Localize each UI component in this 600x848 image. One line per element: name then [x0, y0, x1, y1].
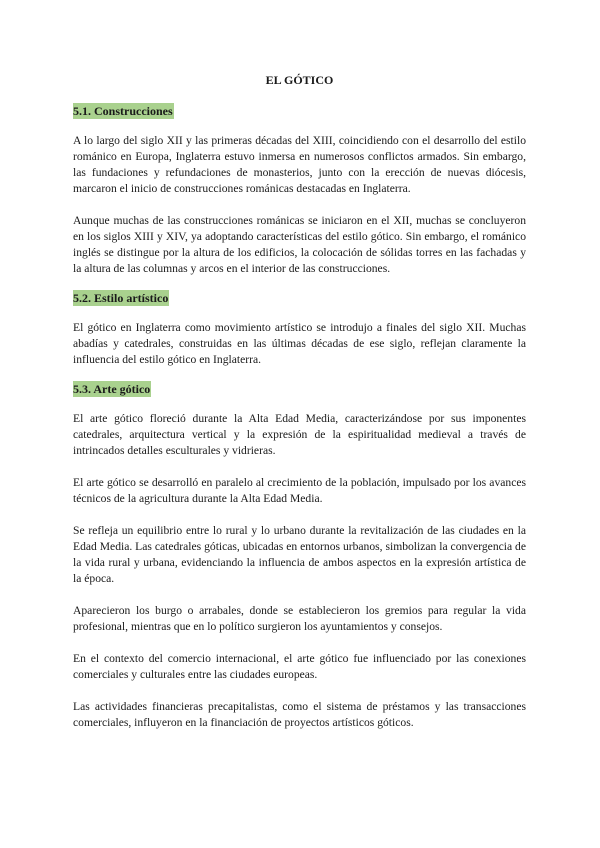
section-heading-text: 5.3. Arte gótico	[73, 382, 151, 396]
paragraph: El gótico en Inglaterra como movimiento artístico se introdujo a finales del siglo XII. Muchas abadías y catedrales, construidas en las últimas décadas de ese siglo, reflejan claramente la influencia del estilo gótico en Inglaterra.	[73, 321, 526, 366]
paragraph: Se refleja un equilibrio entre lo rural y lo urbano durante la revitalización de las ciudades en la Edad Media. Las catedrales góticas, ubicadas en entornos urbanos, simbolizan la convergencia de la vida rural y urbana, evidenciando la influencia de ambos aspectos en la expresión artística de la época.	[73, 524, 526, 585]
paragraph: A lo largo del siglo XII y las primeras décadas del XIII, coincidiendo con el desarrollo del estilo románico en Europa, Inglaterra estuvo inmersa en numerosos conflictos armados. Sin embargo, las fundaciones y refundaciones de monasterios, junto con la erección de nuevas diócesis, marcaron el inicio de construcciones románicas destacadas en Inglaterra.	[73, 134, 526, 195]
paragraph: En el contexto del comercio internacional, el arte gótico fue influenciado por las conexiones comerciales y culturales entre las ciudades europeas.	[73, 652, 526, 681]
paragraph: El arte gótico floreció durante la Alta Edad Media, caracterizándose por sus imponentes catedrales, arquitectura vertical y la expresión de la espiritualidad medieval a través de intrincados detalles esculturales y vidrieras.	[73, 412, 526, 457]
section-heading-construcciones	[73, 103, 526, 119]
paragraph: Aparecieron los burgo o arrabales, donde se establecieron los gremios para regular la vida profesional, mientras que en lo político surgieron los ayuntamientos y consejos.	[73, 604, 526, 633]
section-heading-text: 5.2. Estilo artístico	[73, 291, 169, 305]
paragraph: Aunque muchas de las construcciones románicas se iniciaron en el XII, muchas se concluyeron en los siglos XIII y XIV, ya adoptando características del estilo gótico. Sin embargo, el románico inglés se distingue por la altura de los edificios, la colocación de sólidas torres en las fachadas y la altura de las columnas y arcos en el interior de las construcciones.	[73, 214, 526, 275]
section-heading-arte-gotico	[73, 381, 526, 397]
document-page	[73, 72, 526, 747]
section-heading-estilo-artistico	[73, 290, 526, 306]
paragraph: El arte gótico se desarrolló en paralelo al crecimiento de la población, impulsado por los avances técnicos de la agricultura durante la Alta Edad Media.	[73, 476, 526, 505]
section-heading-text: 5.1. Construcciones	[73, 104, 173, 118]
paragraph: Las actividades financieras precapitalistas, como el sistema de préstamos y las transacciones comerciales, influyeron en la financiación de proyectos artísticos góticos.	[73, 700, 526, 729]
document-title: EL GÓTICO	[265, 73, 334, 87]
